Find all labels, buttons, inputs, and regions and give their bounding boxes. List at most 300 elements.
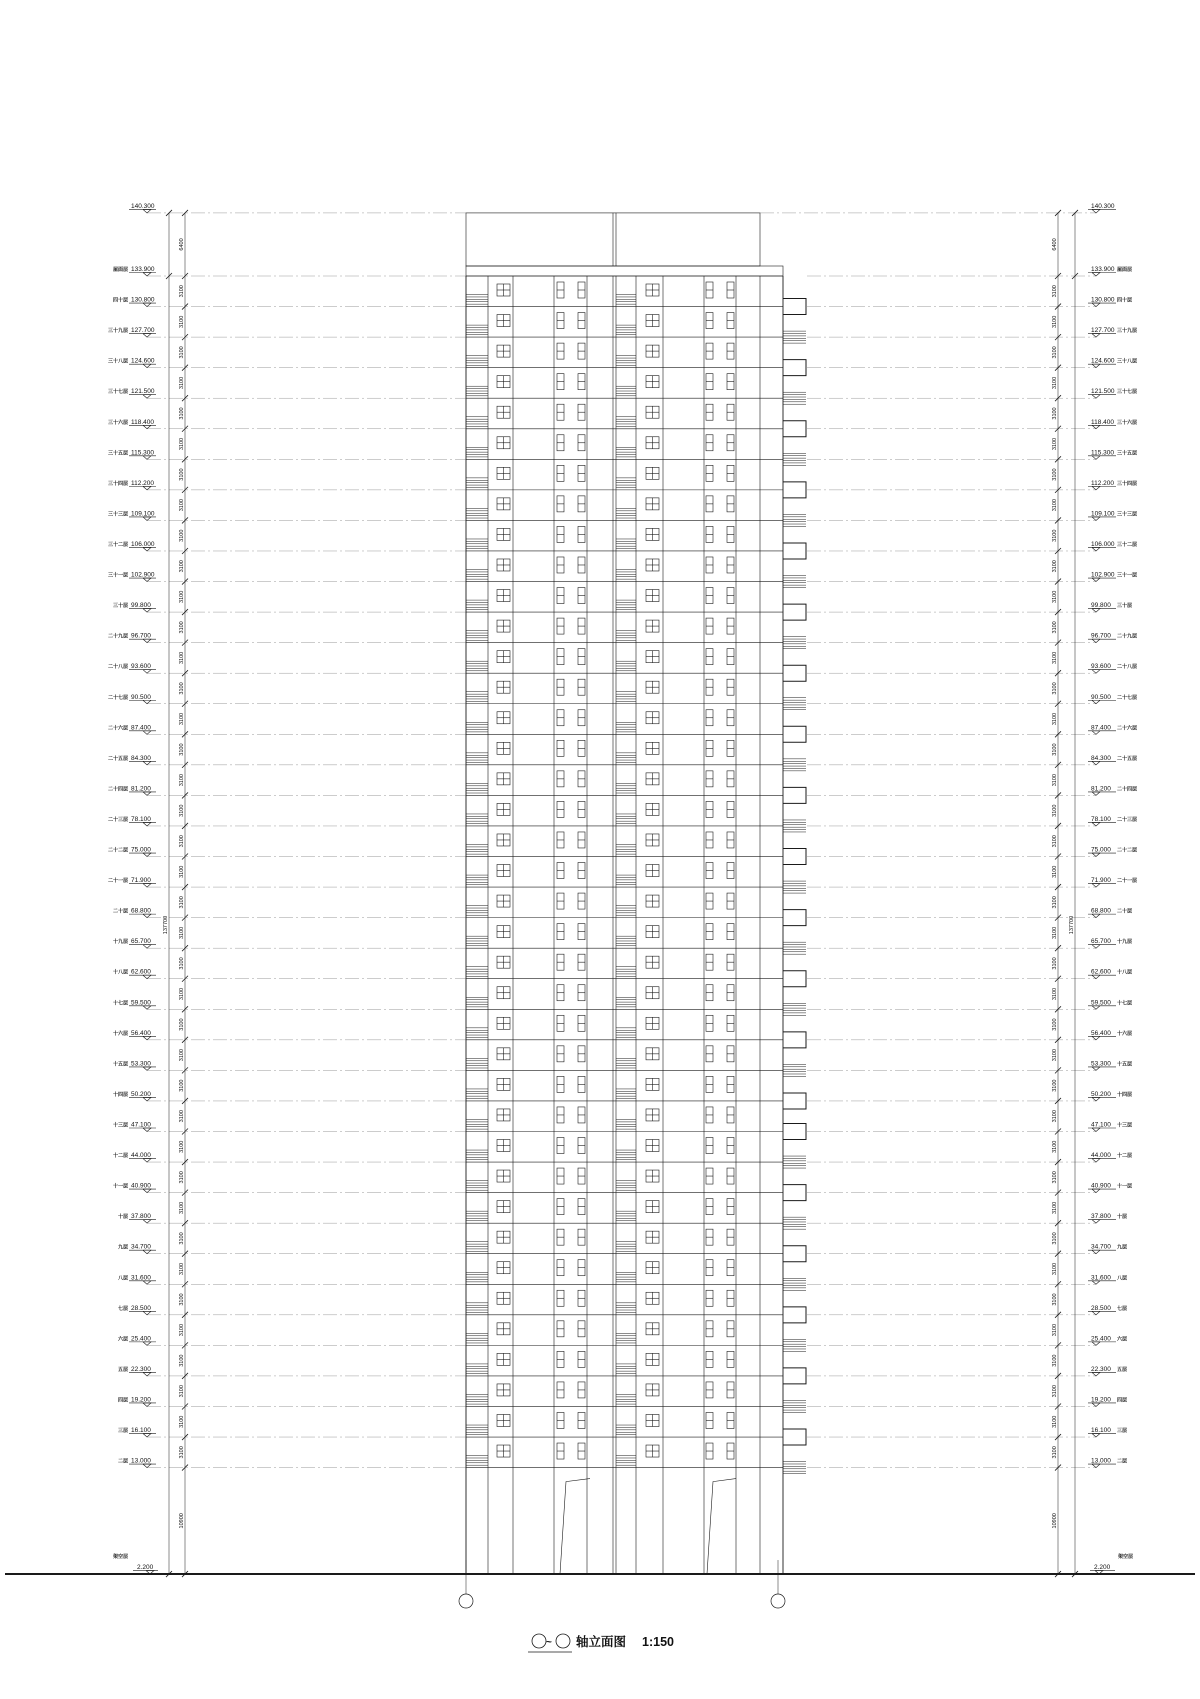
floor-elevation-label: 71.900 (1091, 877, 1111, 885)
floor-level-marker (1092, 578, 1100, 582)
floor-elevation-label: 115.300 (1091, 449, 1115, 457)
dimension-floor-height: 3100 (179, 1079, 185, 1092)
dimension-floor-height: 3100 (179, 743, 185, 756)
floor-level-marker (1092, 456, 1100, 460)
floor-level-marker (1092, 395, 1100, 399)
dimension-floor-height: 3100 (1052, 926, 1058, 940)
floor-elevation-label: 112.200 (131, 479, 155, 487)
floor-name-label: 四层 (1117, 1397, 1128, 1404)
right-level-labels (1088, 203, 1137, 1574)
dimension-floor-height: 3100 (179, 1048, 185, 1062)
floor-elevation-label: 16.100 (131, 1427, 151, 1435)
floor-elevation-label: 118.400 (131, 418, 155, 426)
dimension-floor-height: 3100 (1052, 1293, 1058, 1306)
floor-name-label: 二层 (1117, 1458, 1128, 1465)
side-balcony-bracket (783, 1246, 806, 1262)
floor-level-marker (1092, 1342, 1100, 1346)
floor-level-marker (143, 1311, 151, 1315)
dimension-floor-height: 3100 (179, 499, 185, 512)
floor-level-marker (1092, 975, 1100, 979)
dimension-floor-height: 3100 (1052, 1140, 1058, 1153)
floor-elevation-label: 121.500 (1091, 388, 1115, 396)
dimension-floor-height: 3100 (179, 468, 185, 481)
floor-name-label: 二层 (117, 1458, 128, 1465)
floor-elevation-label: 44.000 (131, 1152, 151, 1160)
floor-elevation-label: 109.100 (131, 510, 155, 518)
floor-name-label: 二十二层 (1117, 847, 1138, 854)
floor-level-marker (143, 456, 151, 460)
top-level-elevation: 140.300 (1091, 202, 1115, 210)
floor-elevation-label: 78.100 (1091, 815, 1111, 823)
floor-level-marker (1092, 1220, 1100, 1224)
floor-level-marker (143, 1464, 151, 1468)
dimension-base: 10900 (1052, 1513, 1058, 1529)
floor-elevation-label: 37.800 (1091, 1213, 1111, 1221)
base-level-name: 架空层 (1118, 1554, 1134, 1561)
floor-name-label: 三十三层 (107, 511, 128, 518)
floor-level-marker (1092, 1097, 1100, 1101)
dimension-floor-height: 3100 (179, 1293, 185, 1306)
floor-elevation-label: 93.600 (131, 663, 151, 671)
floor-name-label: 十七层 (112, 1000, 128, 1007)
floor-name-label: 三层 (1117, 1428, 1128, 1435)
floor-name-label: 十一层 (112, 1183, 128, 1190)
floor-elevation-label: 109.100 (1091, 510, 1115, 518)
dimension-floor-height: 3100 (179, 682, 185, 695)
dimension-floor-height: 3100 (1052, 1018, 1058, 1031)
floor-name-label: 十三层 (1117, 1122, 1133, 1129)
floor-elevation-label: 133.900 (131, 266, 155, 273)
floor-elevation-label: 96.700 (1091, 632, 1111, 640)
floor-elevation-label: 31.600 (131, 1274, 151, 1282)
floor-elevation-label: 53.300 (1091, 1060, 1111, 1068)
dimension-floor-height: 3100 (1052, 743, 1058, 756)
floor-name-label: 屋面层 (1117, 267, 1133, 273)
floor-level-marker (1092, 1281, 1100, 1285)
side-balcony-bracket (783, 299, 806, 315)
floor-level-marker (1092, 1128, 1100, 1132)
entrance-canopy-mark (560, 1479, 590, 1574)
dimension-floor-height: 3100 (179, 1415, 185, 1428)
floor-name-label: 十层 (117, 1214, 128, 1221)
floor-level-marker (143, 884, 151, 888)
floor-name-label: 三十四层 (107, 480, 128, 487)
dimension-floor-height: 3100 (179, 1446, 185, 1459)
floor-name-label: 十三层 (112, 1122, 128, 1129)
floor-name-label: 二十层 (112, 908, 128, 915)
floor-level-marker (143, 1372, 151, 1376)
dimension-top: 6400 (179, 238, 185, 251)
floor-name-label: 十五层 (1117, 1061, 1133, 1068)
dimension-floor-height: 3100 (1052, 529, 1058, 542)
dimension-floor-height: 3100 (1052, 590, 1058, 603)
dimension-floor-height: 3100 (179, 987, 185, 1001)
floor-name-label: 七层 (1117, 1305, 1128, 1312)
floor-level-marker (143, 425, 151, 429)
floor-level-marker (143, 761, 151, 765)
building-elevation (466, 213, 806, 1574)
floor-name-label: 二十九层 (1117, 633, 1138, 640)
floor-name-label: 二十五层 (1117, 755, 1138, 762)
dimension-floor-height: 3100 (1052, 346, 1058, 359)
floor-elevation-label: 124.600 (131, 357, 155, 365)
floor-level-marker (143, 1434, 151, 1438)
floor-elevation-label: 130.800 (131, 296, 155, 304)
dimension-floor-height: 3100 (1052, 1262, 1058, 1276)
floor-elevation-label: 19.200 (1091, 1396, 1111, 1404)
side-balcony-bracket (783, 910, 806, 926)
floor-elevation-label: 22.300 (1091, 1365, 1111, 1373)
floor-name-label: 二十七层 (107, 694, 128, 701)
floor-elevation-label: 34.700 (131, 1243, 151, 1251)
floor-level-marker (143, 364, 151, 368)
floor-level-marker (143, 395, 151, 399)
dimension-floor-height: 3100 (179, 957, 185, 970)
title-axis-bubble-start (532, 1634, 546, 1648)
dimension-floor-height: 3100 (179, 346, 185, 359)
floor-level-marker (143, 853, 151, 857)
floor-level-marker (143, 1220, 151, 1224)
floor-elevation-label: 56.400 (131, 1029, 151, 1037)
floor-level-marker (1092, 1006, 1100, 1010)
floor-name-label: 三十九层 (107, 328, 128, 335)
floor-elevation-label: 19.200 (131, 1396, 151, 1404)
floor-name-label: 十四层 (1117, 1091, 1133, 1098)
floor-name-label: 十二层 (1117, 1153, 1133, 1160)
floor-name-label: 三十一层 (1117, 572, 1138, 579)
floor-level-marker (1092, 1311, 1100, 1315)
side-balcony-bracket (783, 665, 806, 681)
title-axis-bubble-end (556, 1634, 570, 1648)
floor-level-marker (1092, 792, 1100, 796)
floor-name-label: 三十七层 (1117, 389, 1138, 396)
dimension-floor-height: 3100 (179, 1232, 185, 1245)
dimension-floor-height: 3100 (179, 1140, 185, 1153)
dimension-floor-height: 3100 (1052, 407, 1058, 420)
floor-elevation-label: 47.100 (131, 1121, 151, 1129)
base-level-name: 架空层 (112, 1554, 128, 1561)
floor-elevation-label: 40.900 (1091, 1182, 1111, 1190)
floor-name-label: 二十五层 (107, 755, 128, 762)
dimension-floor-height: 3100 (1052, 1171, 1058, 1184)
floor-name-label: 二十一层 (1117, 878, 1138, 885)
floor-name-label: 十二层 (112, 1153, 128, 1160)
dimension-floor-height: 3100 (1052, 957, 1058, 970)
floor-level-marker (143, 334, 151, 338)
side-balcony-bracket (783, 1124, 806, 1140)
dimension-floor-height: 3100 (179, 1171, 185, 1184)
floor-elevation-label: 65.700 (1091, 938, 1111, 946)
floor-name-label: 三十三层 (1117, 511, 1138, 518)
dimension-floor-height: 3100 (1052, 1446, 1058, 1459)
floor-elevation-label: 13.000 (131, 1457, 151, 1465)
title-main-text: 轴立面图 (576, 1635, 627, 1649)
side-balcony-bracket (783, 787, 806, 803)
dimension-floor-height: 3100 (179, 376, 185, 390)
floor-level-marker (143, 486, 151, 490)
floor-elevation-label: 87.400 (131, 724, 151, 732)
dimension-floor-height: 3100 (179, 529, 185, 542)
side-balcony-bracket (783, 971, 806, 987)
floor-level-marker (143, 1128, 151, 1132)
dimension-floor-height: 3100 (1052, 1079, 1058, 1092)
floor-elevation-label: 99.800 (1091, 602, 1111, 610)
side-balcony-bracket (783, 1032, 806, 1048)
floor-name-label: 三十八层 (1117, 358, 1138, 365)
floor-level-marker (1092, 303, 1100, 307)
floor-elevation-label: 93.600 (1091, 663, 1111, 671)
dimension-floor-height: 3100 (1052, 315, 1058, 328)
side-balcony-bracket (783, 1093, 806, 1109)
dimension-chains (163, 210, 1078, 1577)
dimension-floor-height: 3100 (179, 1018, 185, 1031)
side-balcony-bracket (783, 726, 806, 742)
dimension-floor-height: 3100 (179, 712, 185, 726)
floor-name-label: 十七层 (1117, 1000, 1133, 1007)
title-separator: ~ (546, 1637, 552, 1648)
dimension-floor-height: 3100 (1052, 987, 1058, 1001)
dimension-total: 137700 (163, 915, 169, 935)
floor-name-label: 屋面层 (112, 267, 128, 273)
dimension-floor-height: 3100 (1052, 285, 1058, 298)
floor-name-label: 三十二层 (1117, 541, 1138, 548)
roof-parapet (466, 266, 783, 276)
dimension-floor-height: 3100 (1052, 835, 1058, 848)
floor-elevation-label: 44.000 (1091, 1152, 1111, 1160)
side-balcony-bracket (783, 849, 806, 865)
floor-level-marker (1092, 425, 1100, 429)
floor-level-marker (1092, 273, 1100, 277)
floor-elevation-label: 90.500 (1091, 693, 1111, 701)
floor-level-marker (143, 822, 151, 826)
floor-elevation-label: 99.800 (131, 602, 151, 610)
floor-elevation-label: 68.800 (1091, 907, 1111, 915)
floor-name-label: 九层 (1117, 1244, 1128, 1251)
floor-level-marker (143, 1250, 151, 1254)
floor-name-label: 七层 (117, 1305, 128, 1312)
floor-name-label: 三十层 (1117, 603, 1133, 610)
dimension-floor-height: 3100 (179, 437, 185, 451)
floor-name-label: 四十层 (1117, 297, 1133, 304)
floor-elevation-label: 50.200 (131, 1090, 151, 1098)
base-level-elevation: 2.200 (1094, 1564, 1111, 1572)
floor-elevation-label: 53.300 (131, 1060, 151, 1068)
dimension-floor-height: 3100 (1052, 1385, 1058, 1398)
floor-name-label: 三十二层 (107, 541, 128, 548)
floor-name-label: 二十层 (1117, 908, 1133, 915)
floor-name-label: 五层 (1117, 1366, 1128, 1373)
floor-elevation-label: 68.800 (131, 907, 151, 915)
floor-level-marker (1092, 853, 1100, 857)
dimension-top: 6400 (1052, 238, 1058, 251)
dimension-floor-height: 3100 (179, 1201, 185, 1215)
floor-level-marker (1092, 334, 1100, 338)
floor-name-label: 二十四层 (1117, 786, 1138, 793)
base-level-elevation: 2.200 (137, 1564, 154, 1572)
dimension-floor-height: 3100 (179, 1323, 185, 1337)
floor-elevation-label: 40.900 (131, 1182, 151, 1190)
dimension-floor-height: 3100 (179, 1110, 185, 1123)
floor-name-label: 二十三层 (1117, 816, 1138, 823)
floor-elevation-label: 56.400 (1091, 1029, 1111, 1037)
dimension-floor-height: 3100 (1052, 1232, 1058, 1245)
dimension-floor-height: 3100 (1052, 865, 1058, 878)
floor-name-label: 四层 (117, 1397, 128, 1404)
floor-name-label: 二十八层 (107, 664, 128, 671)
axis-bubble (771, 1594, 785, 1608)
dimension-floor-height: 3100 (1052, 1201, 1058, 1215)
floor-name-label: 三十五层 (1117, 450, 1138, 457)
floor-name-label: 二十七层 (1117, 694, 1138, 701)
dimension-floor-height: 3100 (179, 651, 185, 665)
floor-level-marker (143, 578, 151, 582)
floor-elevation-label: 47.100 (1091, 1121, 1111, 1129)
floor-level-marker (143, 547, 151, 551)
floor-level-marker (143, 1097, 151, 1101)
floor-elevation-label: 62.600 (1091, 968, 1111, 976)
floor-name-label: 二十三层 (107, 816, 128, 823)
dimension-floor-height: 3100 (179, 621, 185, 634)
floor-elevation-label: 59.500 (131, 999, 151, 1007)
left-level-labels (108, 203, 158, 1574)
floor-name-label: 五层 (117, 1366, 128, 1373)
dimension-floor-height: 3100 (179, 560, 185, 573)
floor-level-marker (1092, 884, 1100, 888)
floor-level-marker (143, 639, 151, 643)
dimension-floor-height: 3100 (179, 865, 185, 878)
floor-elevation-label: 28.500 (1091, 1304, 1111, 1312)
floor-level-marker (1092, 731, 1100, 735)
floor-elevation-label: 84.300 (131, 754, 151, 762)
floor-name-label: 十八层 (1117, 969, 1133, 976)
floor-elevation-label: 115.300 (131, 449, 155, 457)
floor-elevation-label: 16.100 (1091, 1427, 1111, 1435)
floor-level-marker (1092, 1250, 1100, 1254)
floor-name-label: 十六层 (1117, 1030, 1133, 1037)
dimension-floor-height: 3100 (179, 1262, 185, 1276)
floor-elevation-label: 127.700 (131, 327, 155, 335)
floor-name-label: 十九层 (1117, 939, 1133, 946)
floor-level-marker (1092, 1036, 1100, 1040)
floor-level-marker (143, 945, 151, 949)
ground-and-axes (5, 1560, 1195, 1608)
floor-level-marker (1092, 945, 1100, 949)
floor-name-label: 三十一层 (107, 572, 128, 579)
floor-name-label: 十九层 (112, 939, 128, 946)
side-balcony-bracket (783, 1307, 806, 1323)
side-balcony-bracket (783, 543, 806, 559)
floor-name-label: 二十一层 (107, 878, 128, 885)
dimension-floor-height: 3100 (1052, 682, 1058, 695)
floor-level-marker (1092, 1434, 1100, 1438)
floor-level-marker (1092, 486, 1100, 490)
floor-elevation-label: 121.500 (131, 388, 155, 396)
floor-name-label: 三十八层 (107, 358, 128, 365)
dimension-floor-height: 3100 (1052, 804, 1058, 817)
dimension-floor-height: 3100 (1052, 468, 1058, 481)
floor-name-label: 三十九层 (1117, 328, 1138, 335)
floor-elevation-label: 102.900 (1091, 571, 1115, 579)
dimension-floor-height: 3100 (1052, 1354, 1058, 1367)
floor-elevation-label: 96.700 (131, 632, 151, 640)
top-level-marker (1092, 209, 1100, 213)
floor-elevation-label: 87.400 (1091, 724, 1111, 732)
dimension-floor-height: 3100 (179, 896, 185, 909)
floor-elevation-label: 28.500 (131, 1304, 151, 1312)
floor-level-marker (1092, 609, 1100, 613)
floor-name-label: 四十层 (112, 297, 128, 304)
dimension-floor-height: 3100 (1052, 1110, 1058, 1123)
floor-elevation-label: 81.200 (1091, 785, 1111, 793)
floor-elevation-label: 112.200 (1091, 479, 1115, 487)
floor-elevation-label: 75.000 (131, 846, 151, 854)
floor-level-marker (1092, 1067, 1100, 1071)
dimension-floor-height: 3100 (179, 590, 185, 603)
floor-elevation-label: 130.800 (1091, 296, 1115, 304)
floor-name-label: 十四层 (112, 1091, 128, 1098)
floor-level-marker (1092, 517, 1100, 521)
dimension-floor-height: 3100 (1052, 621, 1058, 634)
dimension-floor-height: 3100 (1052, 560, 1058, 573)
floor-level-marker (1092, 1403, 1100, 1407)
title-scale-text: 1:150 (642, 1635, 674, 1649)
floor-elevation-label: 75.000 (1091, 846, 1111, 854)
side-balcony-bracket (783, 1185, 806, 1201)
dimension-floor-height: 3100 (179, 1385, 185, 1398)
dimension-floor-height: 3100 (1052, 651, 1058, 665)
floor-level-marker (143, 1342, 151, 1346)
dimension-floor-height: 3100 (179, 926, 185, 940)
floor-elevation-label: 37.800 (131, 1213, 151, 1221)
floor-name-label: 三十层 (112, 603, 128, 610)
dimension-floor-height: 3100 (179, 285, 185, 298)
floor-name-label: 十一层 (1117, 1183, 1133, 1190)
floor-name-label: 十五层 (112, 1061, 128, 1068)
floor-elevation-label: 78.100 (131, 815, 151, 823)
floor-name-label: 三十六层 (1117, 419, 1138, 426)
dimension-floor-height: 3100 (1052, 774, 1058, 787)
floor-level-marker (1092, 1159, 1100, 1163)
floor-elevation-label: 25.400 (1091, 1335, 1111, 1343)
dimension-floor-height: 3100 (1052, 1048, 1058, 1062)
floor-name-label: 二十六层 (107, 725, 128, 732)
floor-elevation-label: 31.600 (1091, 1274, 1111, 1282)
floor-elevation-label: 81.200 (131, 785, 151, 793)
floor-elevation-label: 59.500 (1091, 999, 1111, 1007)
dimension-floor-height: 3100 (179, 315, 185, 328)
floor-level-marker (1092, 822, 1100, 826)
side-balcony-bracket (783, 1368, 806, 1384)
floor-elevation-label: 90.500 (131, 693, 151, 701)
floor-name-label: 三十五层 (107, 450, 128, 457)
floor-level-marker (143, 517, 151, 521)
dimension-floor-height: 3100 (1052, 437, 1058, 451)
floor-level-marker (143, 1159, 151, 1163)
entrance-canopy-mark (707, 1479, 736, 1574)
floor-level-marker (143, 1067, 151, 1071)
floor-level-marker (143, 1189, 151, 1193)
floor-level-marker (1092, 547, 1100, 551)
axis-bubble (459, 1594, 473, 1608)
dimension-floor-height: 3100 (1052, 1415, 1058, 1428)
floor-name-label: 九层 (117, 1244, 128, 1251)
dimension-floor-height: 3100 (179, 1354, 185, 1367)
floor-level-marker (143, 1281, 151, 1285)
floor-name-label: 十层 (1117, 1214, 1128, 1221)
floor-name-label: 三十四层 (1117, 480, 1138, 487)
dimension-total: 137700 (1069, 915, 1075, 935)
dimension-floor-height: 3100 (1052, 499, 1058, 512)
